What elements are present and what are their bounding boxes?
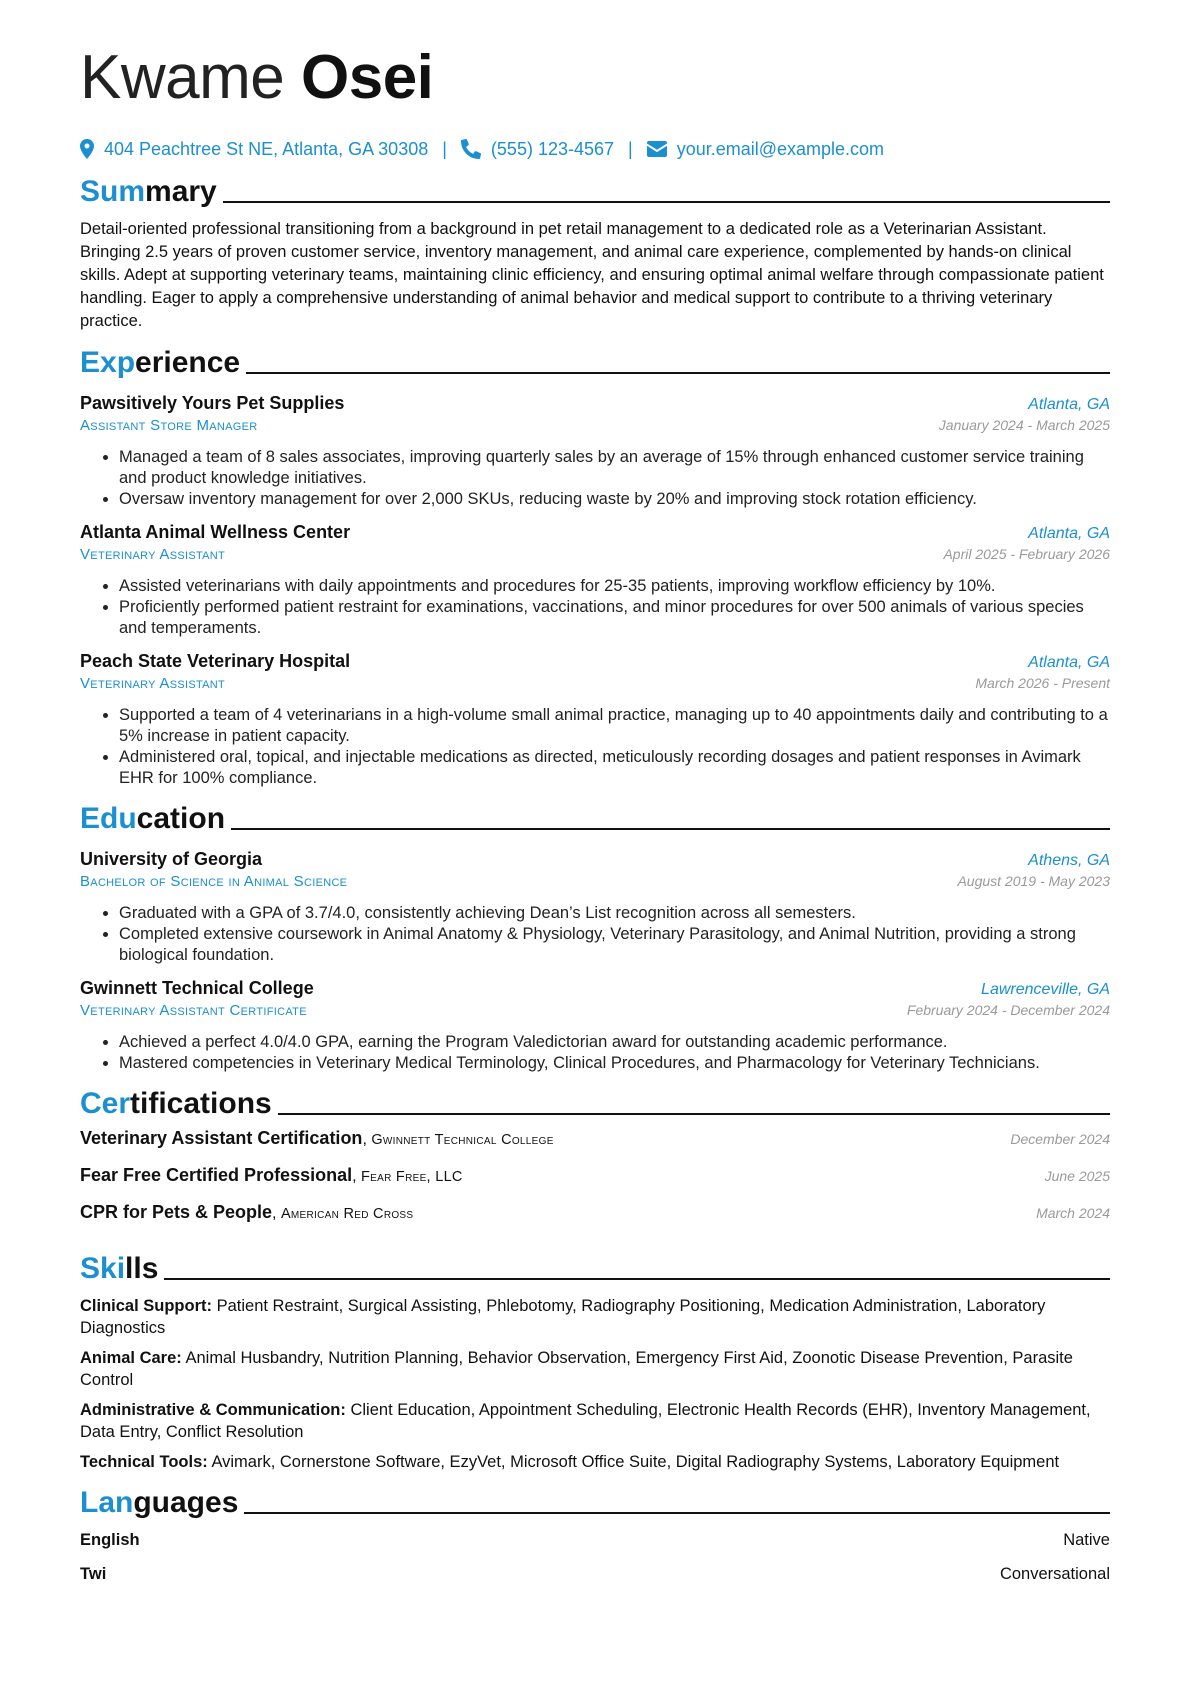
job-title: Veterinary Assistant bbox=[80, 546, 226, 563]
languages-section bbox=[80, 1481, 1110, 1591]
education-entry bbox=[80, 847, 1110, 966]
school-location: Athens, GA bbox=[1028, 852, 1110, 869]
study-dates: February 2024 - December 2024 bbox=[906, 1002, 1110, 1018]
first-name: Kwame bbox=[80, 43, 285, 112]
education-section bbox=[80, 797, 1110, 1074]
certification-date: June 2025 bbox=[1044, 1168, 1110, 1184]
section-divider bbox=[278, 1113, 1110, 1115]
email-item[interactable] bbox=[647, 139, 884, 160]
achievement-item: • Managed a team of 8 sales associates, improving quarterly sales by an average of 15% through enhanced customer service training and product knowledge initiatives. bbox=[119, 447, 1110, 489]
experience-entry bbox=[80, 649, 1110, 789]
language-item bbox=[80, 1523, 1110, 1557]
certification-name: Veterinary Assistant Certification bbox=[80, 1128, 363, 1148]
envelope-icon bbox=[647, 141, 667, 157]
map-marker-icon bbox=[80, 139, 94, 159]
skill-category: Administrative & Communication: bbox=[80, 1401, 346, 1419]
skill-category: Animal Care: bbox=[80, 1349, 182, 1367]
experience-entry bbox=[80, 520, 1110, 639]
skill-group bbox=[80, 1295, 1110, 1339]
section-heading bbox=[80, 797, 1110, 837]
degree-title: Veterinary Assistant Certificate bbox=[80, 1002, 307, 1019]
job-location: Atlanta, GA bbox=[1028, 396, 1110, 413]
education-entry bbox=[80, 976, 1110, 1074]
section-title: Languages bbox=[80, 1486, 239, 1519]
certification-name: Fear Free Certified Professional bbox=[80, 1165, 353, 1185]
contact-bar bbox=[80, 136, 1110, 162]
school-name: Gwinnett Technical College bbox=[80, 978, 314, 998]
study-dates: August 2019 - May 2023 bbox=[957, 873, 1110, 889]
contact-separator: | bbox=[628, 138, 633, 159]
achievement-item: • Graduated with a GPA of 3.7/4.0, consistently achieving Dean’s List recognition across all semesters. bbox=[119, 903, 1110, 924]
last-name: Osei bbox=[300, 43, 434, 112]
school-name: University of Georgia bbox=[80, 849, 263, 869]
section-divider bbox=[223, 201, 1110, 203]
section-heading bbox=[80, 341, 1110, 381]
language-item bbox=[80, 1557, 1110, 1591]
candidate-name bbox=[80, 42, 1110, 114]
achievement-list bbox=[80, 903, 1110, 966]
experience-section bbox=[80, 341, 1110, 789]
certification-item: CPR for Pets & People, American Red Cross March 2024 bbox=[80, 1202, 1110, 1222]
achievement-list bbox=[80, 1032, 1110, 1074]
certification-name: CPR for Pets & People bbox=[80, 1202, 273, 1222]
achievement-item: • Supported a team of 4 veterinarians in a high-volume small animal practice, managing up to 40 appointments daily and contributing to a 5% increase in patient capacity. bbox=[119, 705, 1110, 747]
section-heading bbox=[80, 1481, 1110, 1521]
job-title: Veterinary Assistant bbox=[80, 675, 226, 692]
achievement-list bbox=[80, 705, 1110, 789]
section-divider bbox=[244, 1512, 1110, 1514]
achievement-item: • Oversaw inventory management for over 2,000 SKUs, reducing waste by 20% and improving stock rotation efficiency. bbox=[119, 489, 1110, 510]
section-heading bbox=[80, 1082, 1110, 1122]
certification-issuer: Fear Free, LLC bbox=[360, 1169, 463, 1185]
certification-item: Veterinary Assistant Certification, Gwinnett Technical College December 2024 bbox=[80, 1128, 1110, 1148]
school-location: Lawrenceville, GA bbox=[981, 981, 1110, 998]
job-title: Assistant Store Manager bbox=[80, 417, 258, 434]
skill-category: Technical Tools: bbox=[80, 1453, 208, 1471]
employer-name: Pawsitively Yours Pet Supplies bbox=[80, 393, 345, 413]
job-location: Atlanta, GA bbox=[1028, 654, 1110, 671]
certification-issuer: American Red Cross bbox=[280, 1206, 414, 1222]
phone-text: (555) 123-4567 bbox=[490, 138, 615, 159]
language-level: Native bbox=[1063, 1530, 1110, 1549]
section-title: Experience bbox=[80, 346, 241, 379]
section-divider bbox=[246, 372, 1110, 374]
address-text: 404 Peachtree St NE, Atlanta, GA 30308 bbox=[104, 138, 429, 159]
employer-name: Atlanta Animal Wellness Center bbox=[80, 522, 351, 542]
certifications-section bbox=[80, 1082, 1110, 1239]
skill-category: Clinical Support: bbox=[80, 1297, 212, 1315]
section-title: Summary bbox=[80, 175, 217, 208]
job-dates: March 2026 - Present bbox=[975, 675, 1110, 691]
employer-name: Peach State Veterinary Hospital bbox=[80, 651, 351, 671]
skill-list: Patient Restraint, Surgical Assisting, Phlebotomy, Radiography Positioning, Medication Administration, Laboratory Diagnostics bbox=[80, 1297, 1046, 1337]
achievement-list bbox=[80, 576, 1110, 639]
summary-section bbox=[80, 170, 1110, 333]
job-dates: January 2024 - March 2025 bbox=[938, 417, 1110, 433]
job-dates: April 2025 - February 2026 bbox=[943, 546, 1110, 562]
section-heading bbox=[80, 170, 1110, 210]
skill-group bbox=[80, 1399, 1110, 1443]
phone-icon bbox=[461, 139, 481, 159]
phone-item[interactable] bbox=[461, 139, 614, 160]
achievement-item: • Achieved a perfect 4.0/4.0 GPA, earning the Program Valedictorian award for outstanding academic performance. bbox=[119, 1032, 1110, 1053]
skill-list: Avimark, Cornerstone Software, EzyVet, Microsoft Office Suite, Digital Radiography Systems, Laboratory Equipment bbox=[211, 1453, 1060, 1471]
section-heading bbox=[80, 1247, 1110, 1287]
skill-group bbox=[80, 1451, 1110, 1473]
certification-issuer: Gwinnett Technical College bbox=[371, 1132, 554, 1148]
experience-entry bbox=[80, 391, 1110, 510]
language-name: English bbox=[80, 1530, 140, 1549]
language-name: Twi bbox=[80, 1564, 107, 1583]
achievement-item: • Assisted veterinarians with daily appointments and procedures for 25-35 patients, improving workflow efficiency by 10%. bbox=[119, 576, 1110, 597]
section-divider bbox=[231, 828, 1110, 830]
achievement-item: • Completed extensive coursework in Animal Anatomy & Physiology, Veterinary Parasitology, and Animal Nutrition, providing a strong biological foundation. bbox=[119, 924, 1110, 966]
certification-item: Fear Free Certified Professional, Fear Free, LLC June 2025 bbox=[80, 1165, 1110, 1185]
section-divider bbox=[164, 1278, 1110, 1280]
certification-date: December 2024 bbox=[1010, 1131, 1110, 1147]
section-title: Certifications bbox=[80, 1087, 272, 1120]
certification-date: March 2024 bbox=[1036, 1205, 1110, 1221]
section-title: Education bbox=[80, 802, 226, 835]
achievement-item: • Proficiently performed patient restraint for examinations, vaccinations, and minor procedures for over 500 animals of various species and temperaments. bbox=[119, 597, 1110, 639]
contact-separator: | bbox=[442, 138, 447, 159]
skill-list: Client Education, Appointment Scheduling, Electronic Health Records (EHR), Inventory Management, Data Entry, Conflict Resolution bbox=[80, 1401, 1091, 1441]
address-item bbox=[80, 139, 428, 160]
achievement-item: • Administered oral, topical, and injectable medications as directed, meticulously recording dosages and patient responses in Avimark EHR for 100% compliance. bbox=[119, 747, 1110, 789]
skill-list: Animal Husbandry, Nutrition Planning, Behavior Observation, Emergency First Aid, Zoonotic Disease Prevention, Parasite Control bbox=[80, 1349, 1073, 1389]
job-location: Atlanta, GA bbox=[1028, 525, 1110, 542]
language-level: Conversational bbox=[999, 1564, 1110, 1583]
degree-title: Bachelor of Science in Animal Science bbox=[80, 873, 348, 890]
achievement-list bbox=[80, 447, 1110, 510]
email-link[interactable]: your.email@example.com bbox=[676, 138, 885, 159]
section-title: Skills bbox=[80, 1252, 159, 1285]
skill-group bbox=[80, 1347, 1110, 1391]
skills-section bbox=[80, 1247, 1110, 1473]
summary-text: Detail-oriented professional transitioning from a background in pet retail management to a dedicated role as a Veterinarian Assistant. Bringing 2.5 years of proven customer service, inventory management, and animal care experience, complemented by hands-on clinical skills. Adept at supporting veterinary teams, maintaining clinic efficiency, and ensuring optimal animal welfare through compassionate patient handling. Eager to apply a comprehensive understanding of animal behavior and medical support to contribute to a thriving veterinary practice. bbox=[80, 220, 1104, 330]
achievement-item: • Mastered competencies in Veterinary Medical Terminology, Clinical Procedures, and Pharmacology for Veterinary Technicians. bbox=[119, 1053, 1110, 1074]
